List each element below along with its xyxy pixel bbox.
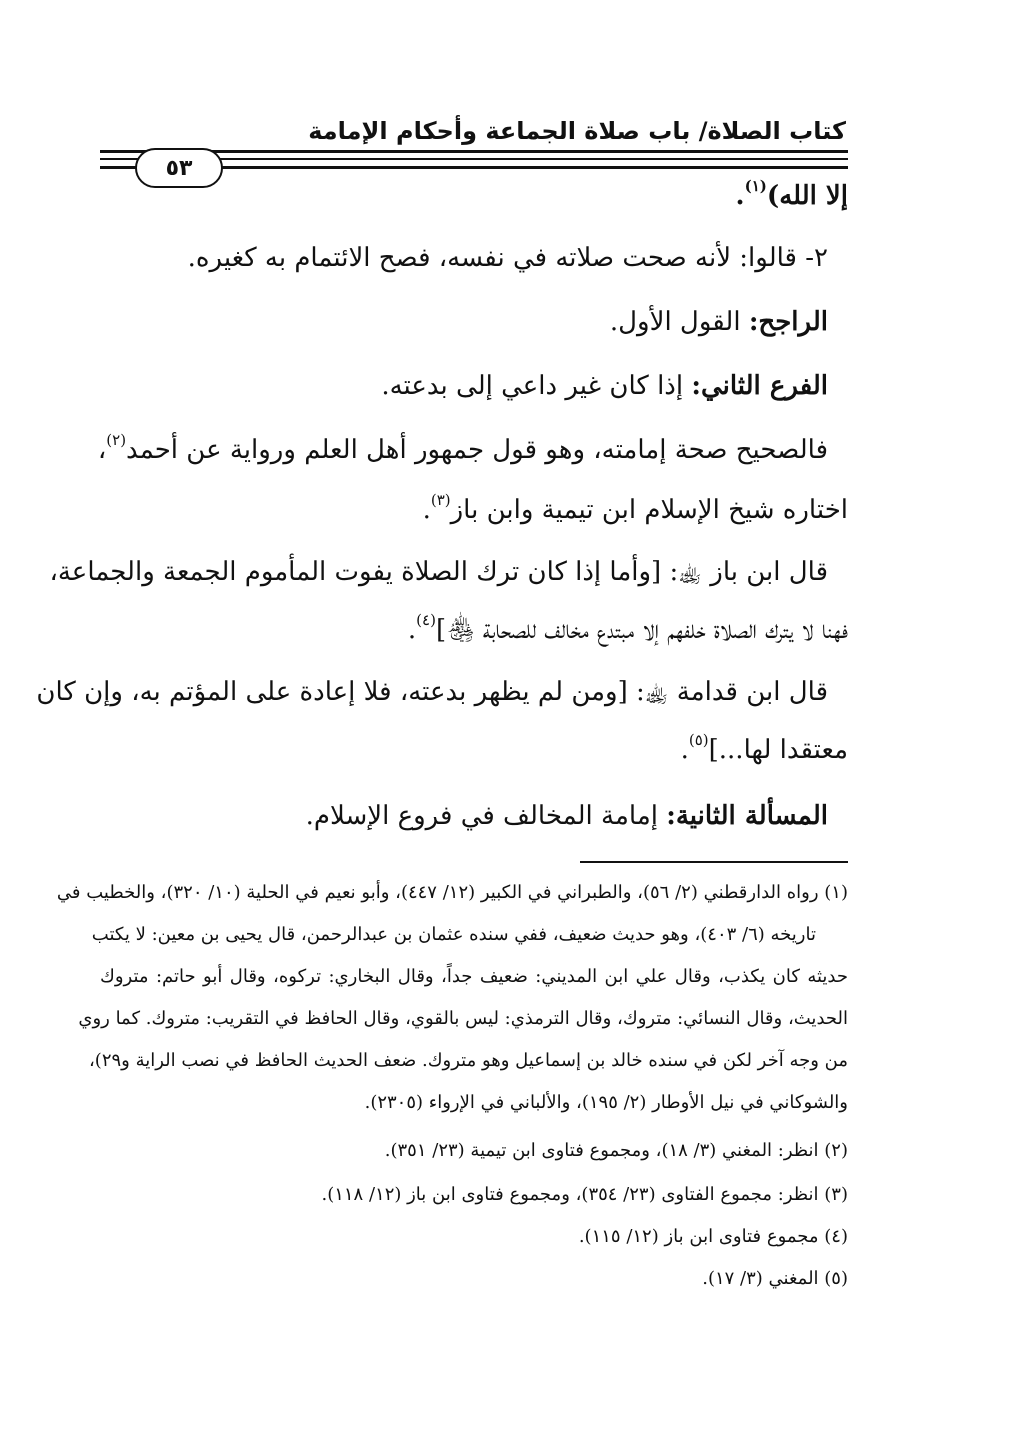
footnote-ref-5[interactable]: (٥) — [688, 731, 709, 750]
text-line-7: قال ابن باز ﵀: [وأما إذا كان ترك الصلاة يفوت المأموم الجمعة والجماعة، — [49, 557, 828, 587]
footnote-ref-2[interactable]: (٢) — [106, 431, 127, 450]
footnote-1-line-6: والشوكاني في نيل الأوطار (٢/ ١٩٥)، والألباني في الإرواء (٢٣٠٥). — [364, 1092, 848, 1113]
text-line-11: المسألة الثانية: إمامة المخالف في فروع الإسلام. — [305, 801, 828, 831]
footnote-1-line-3: حديثه كان يكذب، وقال علي ابن المديني: ضعيف جداً، وقال البخاري: تركوه، وقال أبو حاتم: متروك — [100, 966, 848, 987]
second-issue-heading: المسألة الثانية: — [666, 801, 828, 831]
footnote-1-line-4: الحديث، وقال النسائي: متروك، وقال الترمذي: ليس بالقوي، وقال الحافظ في التقريب: متروك. كما روي — [78, 1008, 848, 1029]
footnote-ref-1[interactable]: (١) — [744, 177, 767, 196]
footnote-4: (٤) مجموع فتاوى ابن باز (١٢/ ١١٥). — [578, 1226, 848, 1247]
rajih-label: الراجح: — [748, 307, 828, 337]
text-line-8: فهنا لا يترك الصلاة خلفهم إلا مبتدع مخالف للصحابة ﵃]$^{(٤)}$. — [407, 611, 848, 645]
footnote-ref-3[interactable]: (٣) — [430, 491, 451, 510]
running-head: كتاب الصلاة/ باب صلاة الجماعة وأحكام الإمامة — [308, 117, 846, 145]
footnote-1-line-2: تاريخه (٦/ ٤٠٣)، وهو حديث ضعيف، ففي سنده عثمان بن عبدالرحمن، قال يحيى بن معين: لا يكتب — [91, 924, 816, 945]
footnote-2: (٢) انظر: المغني (٣/ ١٨)، ومجموع فتاوى ابن تيمية (٢٣/ ٣٥١). — [384, 1140, 848, 1161]
text-line-1: إلا الله)$^{(١)}$. — [735, 177, 848, 211]
text-line-6: اختاره شيخ الإسلام ابن تيمية وابن باز$^{(٣)}$. — [422, 491, 848, 525]
text-line-3: الراجح: القول الأول. — [609, 307, 828, 337]
footnote-5: (٥) المغني (٣/ ١٧). — [702, 1268, 848, 1289]
text-line-10: معتقدا لها...]$^{(٥)}$. — [680, 731, 848, 765]
footnote-separator — [580, 861, 848, 863]
footnote-1-line-5: من وجه آخر لكن في سنده خالد بن إسماعيل وهو متروك. ضعف الحديث الحافظ في نصب الراية و٢٩)، — [88, 1050, 848, 1071]
text-line-5: فالصحيح صحة إمامته، وهو قول جمهور أهل العلم ورواية عن أحمد$^{(٢)}$، — [97, 431, 828, 465]
text-line-2: ٢- قالوا: لأنه صحت صلاته في نفسه، فصح الائتمام به كغيره. — [187, 243, 828, 273]
text-line-4: الفرع الثاني: إذا كان غير داعي إلى بدعته. — [381, 371, 828, 401]
footnote-ref-4[interactable]: (٤) — [416, 611, 436, 630]
footnote-1-line-1: (١) رواه الدارقطني (٢/ ٥٦)، والطبراني في الكبير (١٢/ ٤٤٧)، وأبو نعيم في الحلية (١٠/ ٣٢٠)، والخطيب في — [56, 882, 848, 903]
footnote-3: (٣) انظر: مجموع الفتاوى (٢٣/ ٣٥٤)، ومجموع فتاوى ابن باز (١٢/ ١١٨). — [321, 1184, 848, 1205]
page-number: ٥٣ — [135, 148, 223, 188]
text-line-9: قال ابن قدامة ﵀: [ومن لم يظهر بدعته، فلا إعادة على المؤتم به، وإن كان — [36, 677, 828, 707]
second-branch-heading: الفرع الثاني: — [691, 371, 828, 401]
